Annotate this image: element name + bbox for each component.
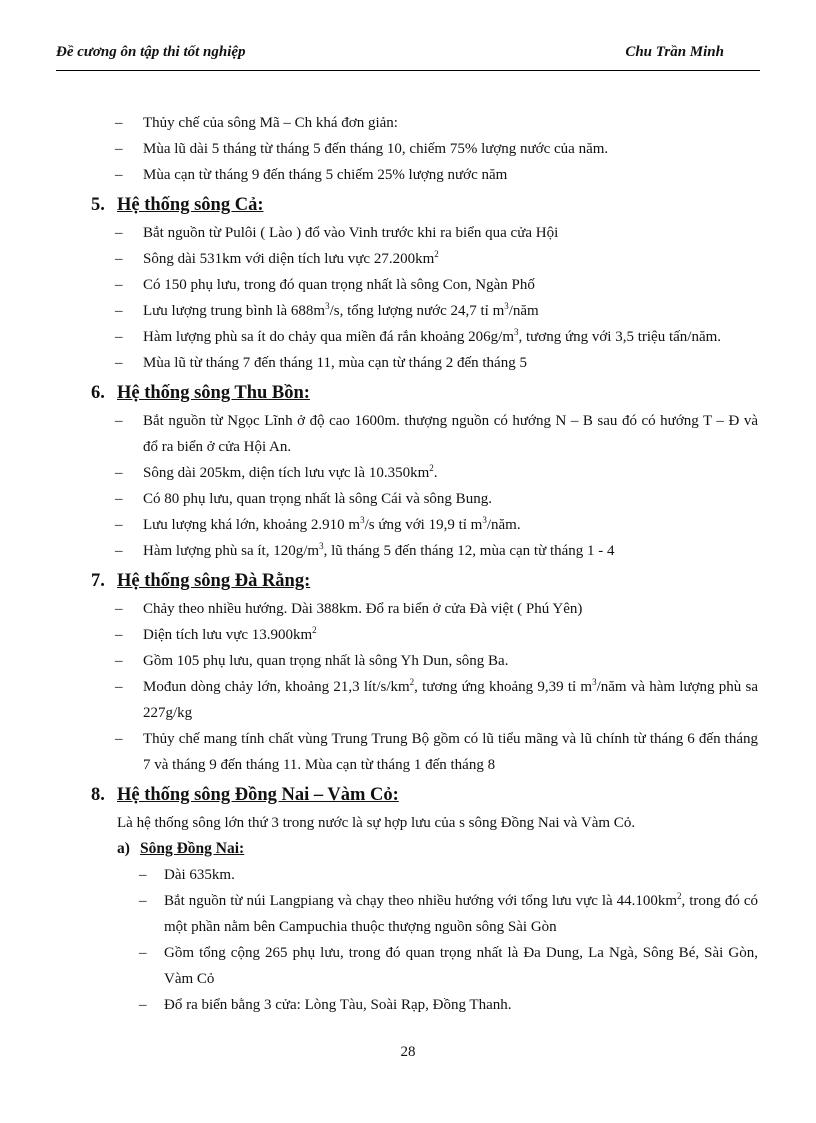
list-item: – Lưu lượng khá lớn, khoảng 2.910 $m^3/s$ ứng với 19,9 tỉ $m^3$/năm. [115,515,521,533]
list-item: – Có 80 phụ lưu, quan trọng nhất là sông Cái và sông Bung. [115,491,492,507]
list-item: – Dài 635km. [139,867,235,883]
list-item: – Sông dài 531km với diện tích lưu vực $27.200km^2$ [115,249,439,267]
list-item: – Sông dài 205km, diện tích lưu vực là $10.350km^2$. [115,463,438,481]
page-content [0,110,816,1018]
list-item: – Mùa lũ dài 5 tháng từ tháng 5 đến tháng 10, chiếm 75% lượng nước của năm. [115,141,609,157]
list-item: – Mođun dòng chảy lớn, khoảng 21,3 lít/$s/km^2$, tương ứng khoảng 9,39 tỉ $m^3$/năm và hàm lượng phù sa 227g/kg [115,677,758,721]
author-name: Chu Trần Minh [625,44,724,60]
list-item: – Đổ ra biển bằng 3 cửa: Lòng Tàu, Soài Rạp, Đồng Thanh. [139,997,512,1013]
section-intro: Là hệ thống sông lớn thứ 3 trong nước là sự hợp lưu của s sông Đồng Nai và Vàm Cỏ. [117,815,636,831]
list-item: – Có 150 phụ lưu, trong đó quan trọng nhất là sông Con, Ngàn Phố [115,277,535,293]
list-item: – Diện tích lưu vực $13.900km^2$ [115,625,317,643]
subsection-heading: a) Sông Đồng Nai: [117,840,245,857]
list-item: – Bắt nguồn từ núi Langpiang và chạy theo nhiều hướng với tổng lưu vực là $44.100km^2$, trong đó có một phần nằm bên Campuchia thuộc thượng nguồn sông Sài Gòn [139,891,758,935]
list-item: – Chảy theo nhiều hướng. Dài 388km. Đổ ra biển ở cửa Đà việt ( Phú Yên) [115,601,583,617]
list-item: – Thủy chế của sông Mã – Ch khá đơn giản: [115,115,398,131]
page-header [56,44,760,71]
list-item: – Mùa cạn từ tháng 9 đến tháng 5 chiếm 25% lượng nước năm [115,167,508,183]
list-item: – Lưu lượng trung bình là $688m^3/s$, tổng lượng nước 24,7 tỉ $m^3$/năm [115,301,539,319]
section-heading-8: 8. Hệ thống sông Đồng Nai – Vàm Cỏ: [91,785,399,805]
section-heading-7: 7. Hệ thống sông Đà Rằng: [91,571,311,591]
list-item: – Gồm 105 phụ lưu, quan trọng nhất là sông Yh Dun, sông Ba. [115,653,509,669]
section-heading-5: 5. Hệ thống sông Cả: [91,195,264,215]
list-item: – Bắt nguồn từ Pulôi ( Lào ) đổ vào Vinh trước khi ra biển qua cửa Hội [115,225,559,241]
page-number: 28 [400,1044,416,1060]
list-item: – Gồm tổng cộng 265 phụ lưu, trong đó quan trọng nhất là Đa Dung, La Ngà, Sông Bé, Sài Gòn, Vàm Cỏ [139,945,758,987]
list-item: – Bắt nguồn từ Ngọc Lĩnh ở độ cao 1600m. thượng nguồn có hướng N – B sau đó có hướng T – Đ và đổ ra biển ở cửa Hội An. [115,413,758,455]
list-item: – Hàm lượng phù sa ít do chảy qua miền đá rắn khoảng $206g/m^3$, tương ứng với 3,5 triệu tấn/năm. [115,327,722,345]
list-item: – Hàm lượng phù sa ít, $120g/m^3$, lũ tháng 5 đến tháng 12, mùa cạn từ tháng 1 - 4 [115,541,615,559]
document-title: Đề cương ôn tập thi tốt nghiệp [56,44,246,60]
list-item: – Thủy chế mang tính chất vùng Trung Trung Bộ gồm có lũ tiểu mãng và lũ chính từ tháng 6 đến tháng 7 và tháng 9 đến tháng 11. Mùa cạn từ tháng 1 đến tháng 8 [115,731,758,773]
section-heading-6: 6. Hệ thống sông Thu Bồn: [91,383,310,403]
list-item: – Mùa lũ từ tháng 7 đến tháng 11, mùa cạn từ tháng 2 đến tháng 5 [115,355,527,371]
